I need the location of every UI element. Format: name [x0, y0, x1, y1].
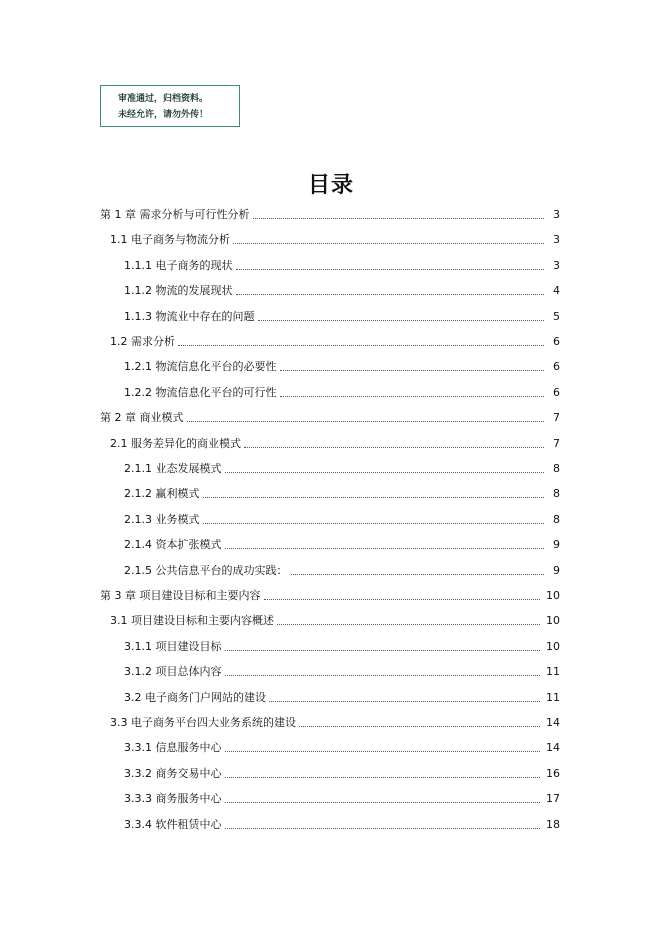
toc-dot-leader: [187, 420, 545, 422]
toc-entry[interactable]: [124, 663, 560, 679]
toc-entry-page: 17: [546, 792, 560, 806]
toc-entry[interactable]: [124, 765, 560, 781]
toc-entry[interactable]: [124, 816, 560, 832]
toc-entry-page: 7: [553, 411, 560, 425]
toc-entry[interactable]: [110, 231, 560, 247]
toc-entry-label: 2.1.5 公共信息平台的成功实践：: [124, 563, 288, 577]
toc-entry-page: 3: [553, 233, 560, 247]
toc-entry-page: 10: [546, 589, 560, 602]
toc-dot-leader: [203, 522, 545, 524]
toc-entry[interactable]: [124, 485, 560, 501]
toc-entry-label: 3.3.1 信息服务中心: [124, 741, 222, 755]
toc-entry[interactable]: [124, 638, 560, 654]
toc-entry-label: 2.1.4 资本扩张模式: [124, 538, 222, 552]
approval-stamp: [100, 85, 240, 127]
toc-dot-leader: [225, 801, 541, 803]
toc-dot-leader: [236, 268, 545, 270]
toc-entry[interactable]: [110, 714, 560, 730]
toc-entry-label: 3.3.3 商务服务中心: [124, 792, 222, 806]
toc-dot-leader: [258, 319, 545, 321]
toc-entry-page: 14: [546, 741, 560, 755]
toc-entry[interactable]: [124, 511, 560, 527]
toc-entry[interactable]: [110, 333, 560, 349]
toc-entry[interactable]: [124, 257, 560, 273]
toc-entry-page: 6: [553, 360, 560, 374]
toc-entry-page: 6: [553, 335, 560, 348]
toc-dot-leader: [225, 471, 545, 473]
toc-entry[interactable]: [124, 282, 560, 298]
toc-dot-leader: [225, 649, 541, 651]
toc-entry[interactable]: [124, 562, 560, 578]
toc-entry-label: 3.1.2 项目总体内容: [124, 665, 222, 679]
toc-entry-label: 3.2 电子商务门户网站的建设: [124, 690, 266, 704]
toc-entry[interactable]: [124, 689, 560, 705]
toc-entry[interactable]: [124, 739, 560, 755]
toc-dot-leader: [233, 242, 544, 244]
toc-dot-leader: [225, 674, 541, 676]
stamp-line-1: 审准通过，归档资料。: [118, 94, 209, 104]
toc-entry[interactable]: [124, 536, 560, 552]
toc-entry-label: 3.1.1 项目建设目标: [124, 639, 222, 653]
toc-entry[interactable]: [100, 587, 560, 603]
toc-entry-label: 1.1 电子商务与物流分析: [110, 233, 230, 247]
toc-entry-page: 9: [553, 538, 560, 552]
toc-entry-page: 6: [553, 385, 560, 399]
toc-entry-page: 7: [553, 436, 560, 450]
toc-dot-leader: [299, 725, 540, 727]
toc-entry-page: 11: [546, 690, 560, 704]
toc-entry-label: 1.1.3 物流业中存在的问题: [124, 309, 255, 323]
toc-entry-label: 1.2.2 物流信息化平台的可行性: [124, 385, 277, 399]
toc-dot-leader: [280, 369, 545, 371]
toc-entry-page: 9: [553, 563, 560, 577]
toc-entry-label: 1.2.1 物流信息化平台的必要性: [124, 360, 277, 374]
toc-entry-label: 3.1 项目建设目标和主要内容概述: [110, 614, 274, 628]
toc-entry-page: 5: [553, 309, 560, 323]
toc-dot-leader: [253, 217, 545, 219]
toc-entry-label: 1.1.2 物流的发展现状: [124, 284, 233, 298]
toc-dot-leader: [291, 573, 545, 575]
toc-entry-label: 3.3.2 商务交易中心: [124, 766, 222, 780]
page-title: 目录: [307, 173, 354, 198]
toc-entry-label: 1.1.1 电子商务的现状: [124, 258, 233, 272]
toc-entry-page: 18: [546, 817, 560, 831]
toc-dot-leader: [178, 344, 544, 346]
toc-entry-page: 11: [546, 665, 560, 679]
toc-dot-leader: [244, 446, 544, 448]
toc-entry-label: 1.2 需求分析: [110, 335, 175, 348]
toc-entry[interactable]: [124, 358, 560, 374]
toc-entry[interactable]: [124, 384, 560, 400]
toc-entry-page: 3: [553, 258, 560, 272]
toc-entry[interactable]: [110, 612, 560, 628]
toc-entry-label: 2.1.2 赢利模式: [124, 487, 200, 501]
toc-dot-leader: [269, 700, 540, 702]
toc-dot-leader: [225, 750, 541, 752]
toc-entry[interactable]: [124, 790, 560, 806]
toc-entry-page: 14: [546, 716, 560, 729]
toc-entry-page: 8: [553, 487, 560, 501]
toc-entry-page: 4: [553, 284, 560, 298]
toc-entry[interactable]: [110, 435, 560, 451]
toc-dot-leader: [225, 547, 545, 549]
toc-entry-label: 3.3 电子商务平台四大业务系统的建设: [110, 716, 296, 729]
toc-dot-leader: [280, 395, 545, 397]
toc-entry-page: 8: [553, 462, 560, 475]
toc-entry[interactable]: [100, 206, 560, 222]
toc-entry-label: 第 3 章 项目建设目标和主要内容: [100, 589, 261, 602]
toc-dot-leader: [264, 598, 541, 600]
toc-entry-label: 3.3.4 软件租赁中心: [124, 817, 222, 831]
stamp-line-2: 未经允许，请勿外传！: [118, 110, 209, 120]
toc-dot-leader: [277, 623, 540, 625]
toc-dot-leader: [203, 496, 545, 498]
toc-dot-leader: [225, 827, 541, 829]
toc-entry-label: 2.1 服务差异化的商业模式: [110, 436, 241, 450]
toc-entry-page: 16: [546, 766, 560, 780]
toc-entry-page: 3: [553, 208, 560, 221]
toc-entry-label: 第 1 章 需求分析与可行性分析: [100, 208, 250, 221]
toc-entry[interactable]: [124, 308, 560, 324]
toc-entry-label: 第 2 章 商业模式: [100, 411, 184, 425]
toc-dot-leader: [225, 776, 541, 778]
toc-entry-page: 10: [546, 614, 560, 628]
toc-entry[interactable]: [124, 460, 560, 476]
toc-entry-label: 2.1.3 业务模式: [124, 512, 200, 526]
toc-entry[interactable]: [100, 409, 560, 425]
toc-entry-page: 8: [553, 512, 560, 526]
toc-dot-leader: [236, 293, 545, 295]
toc-entry-label: 2.1.1 业态发展模式: [124, 462, 222, 475]
toc-entry-page: 10: [546, 639, 560, 653]
